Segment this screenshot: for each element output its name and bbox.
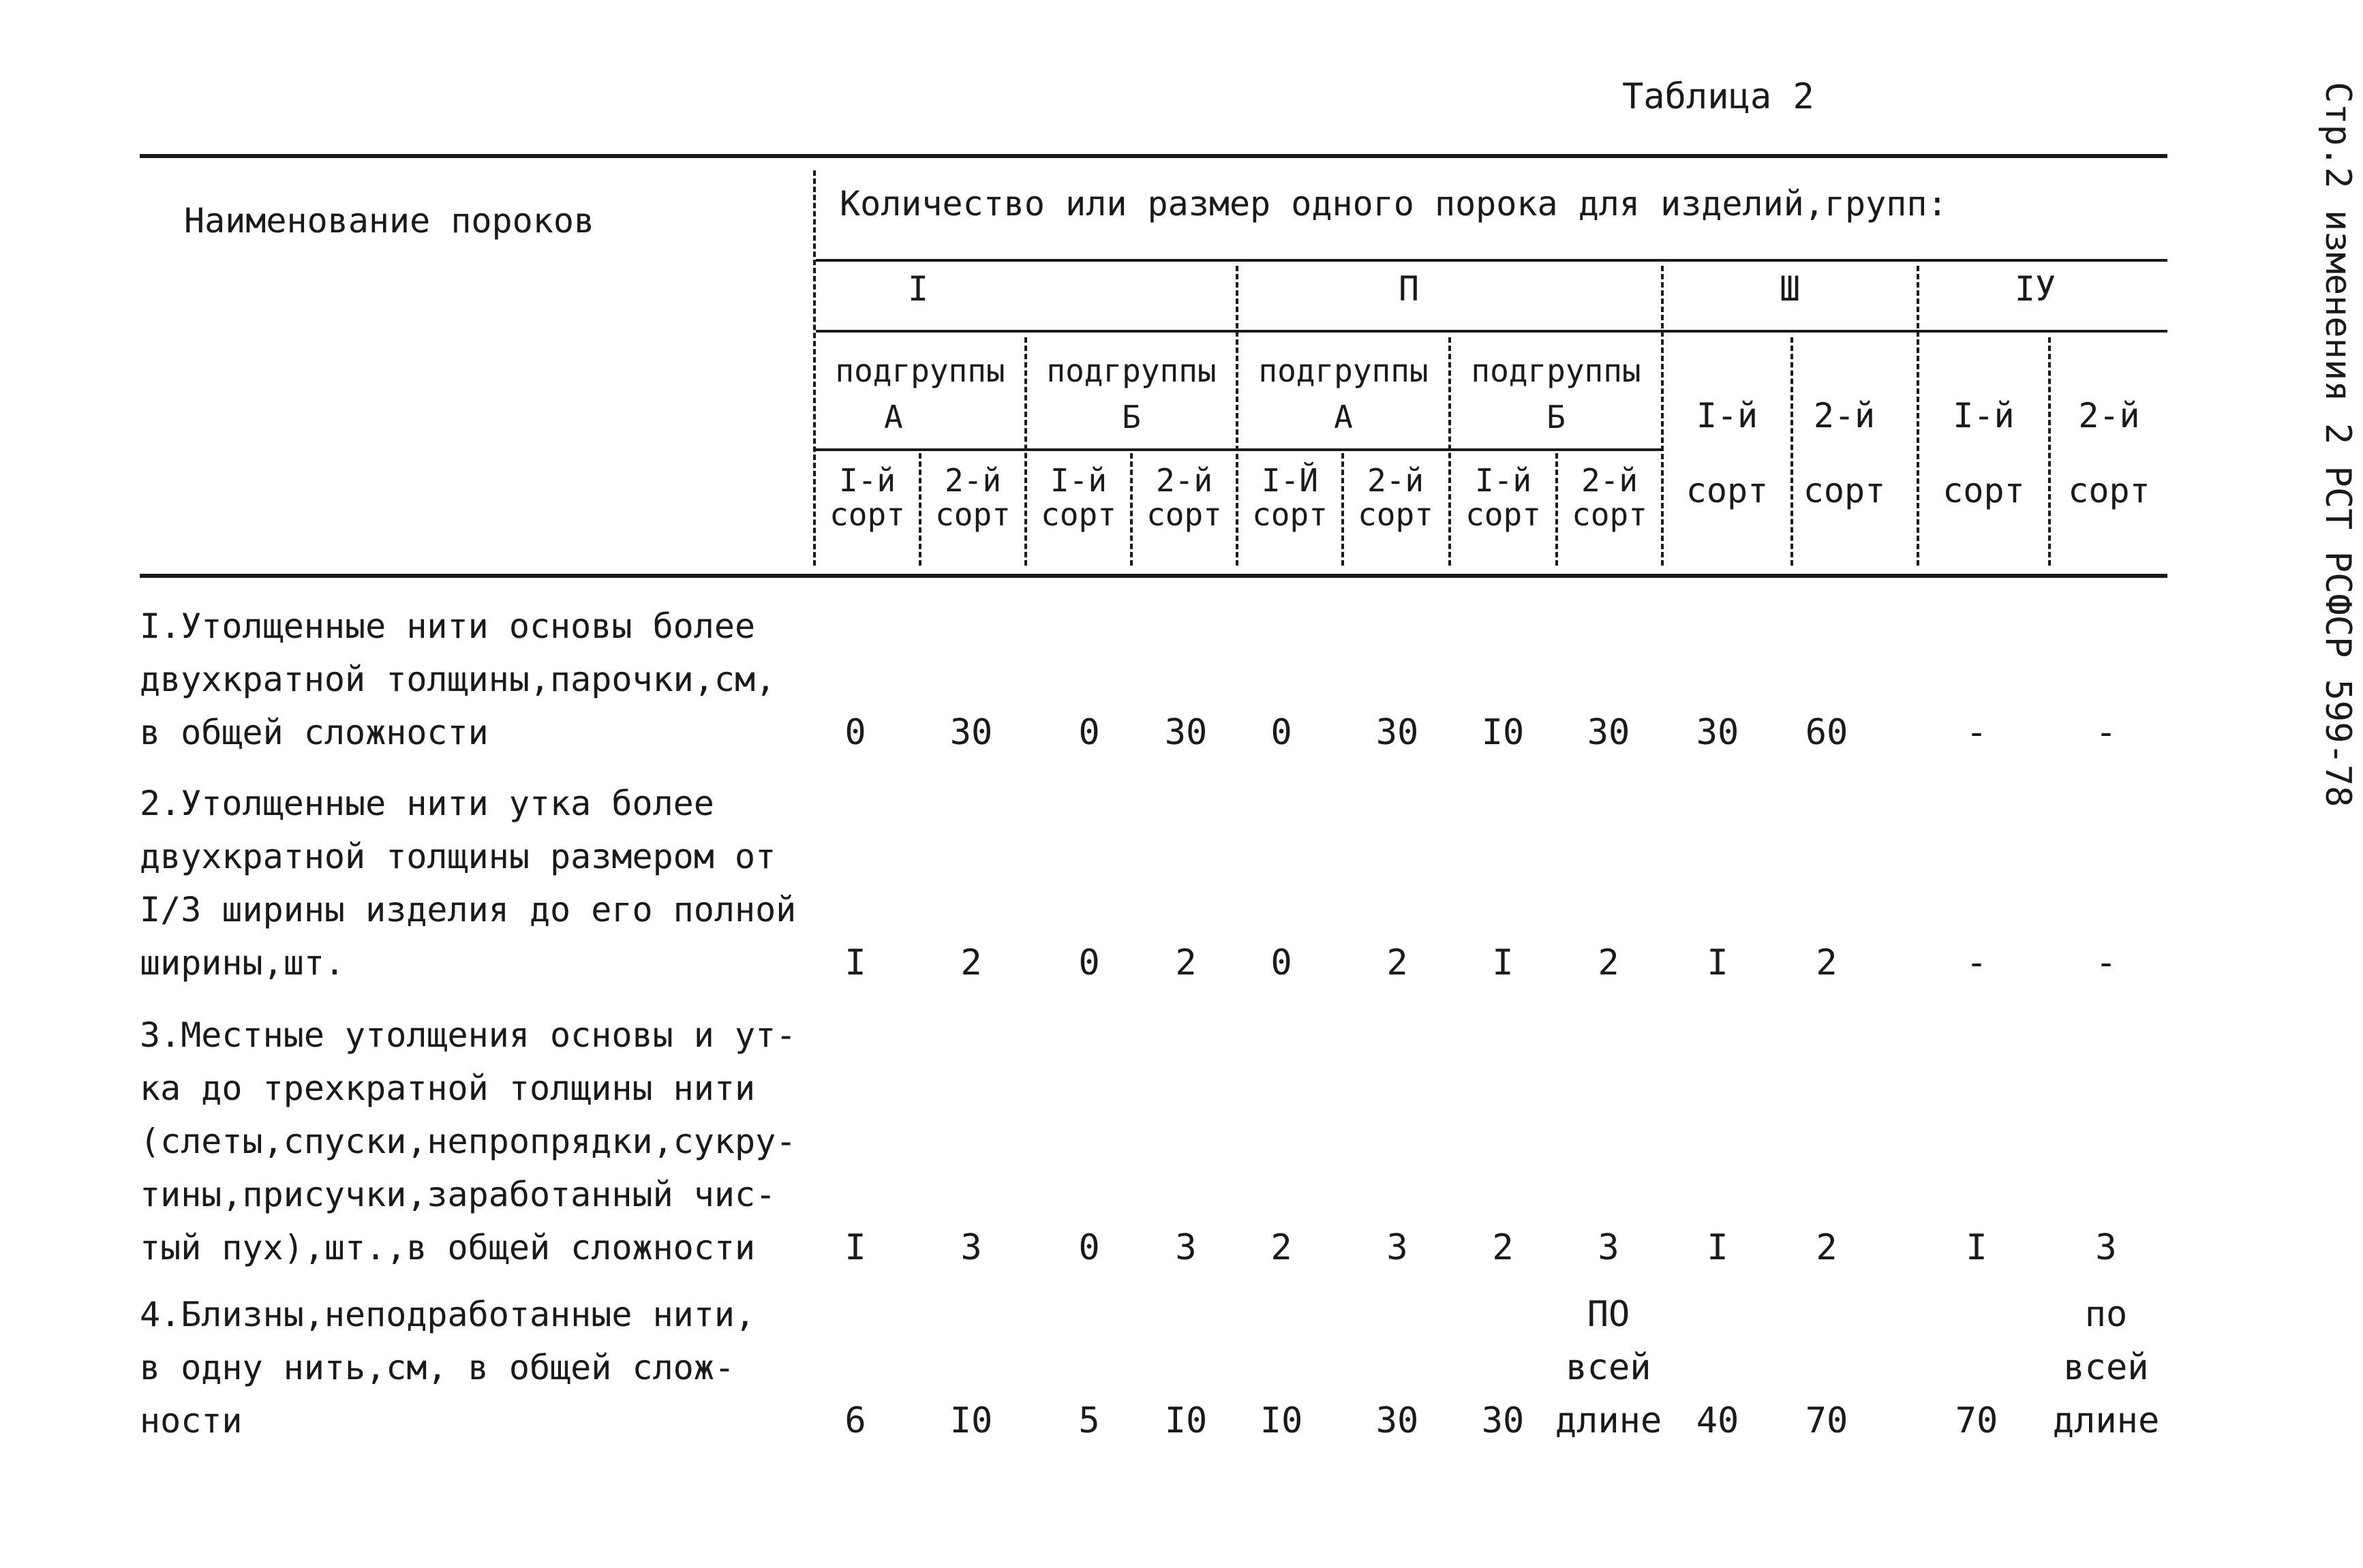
row-1-name (140, 600, 776, 759)
row-4-value-3: 5 (1078, 1400, 1100, 1441)
subgroup-1b-line1: подгруппы (1046, 352, 1217, 389)
row-4-value-12: по всей длине (2052, 1294, 2160, 1441)
header-name-col: Наименование пороков (184, 201, 595, 241)
grade-col-5-line2: сорт (1252, 496, 1328, 533)
row-3-value-7: 2 (1492, 1227, 1514, 1268)
subgroup-2b-line2: Б (1546, 399, 1566, 435)
group-label-2: П (1398, 269, 1420, 309)
row-4-value-6: 30 (1375, 1400, 1419, 1441)
row-1-name-line: I.Утолщенные нити основы более (140, 606, 756, 646)
row-4-name-line: в одну нить,см, в общей слож- (140, 1348, 735, 1387)
row-2-value-2: 2 (960, 942, 982, 983)
grade-col-10-line2: сорт (1803, 471, 1886, 510)
row-2-value-4: 2 (1175, 942, 1197, 983)
row-4-name-line: 4.Близны,неподработанные нити, (140, 1295, 756, 1334)
grade-col-4-line2: сорт (1146, 496, 1222, 533)
grade-col-4-line1: 2-й (1155, 462, 1213, 499)
row-3-name-line: ка до трехкратной толщины нити (140, 1069, 756, 1108)
grade-col-10 (1793, 395, 1895, 511)
row-3-value-9: I (1707, 1227, 1728, 1268)
subgroup-2a-line2: А (1334, 399, 1353, 435)
row-4-value-8: ПО всей длине (1555, 1294, 1662, 1441)
row-3-name-line: (слеты,спуски,непропрядки,сукру- (140, 1122, 797, 1161)
page-side-note: Стр.2 изменения 2 РСТ РСФСР 599-78 (2317, 82, 2358, 808)
row-4-value-9: 40 (1696, 1400, 1739, 1441)
row-4-name-line: ности (140, 1401, 243, 1441)
row-3-value-3: 0 (1078, 1227, 1100, 1268)
group-label-3: Ш (1779, 269, 1801, 309)
row-1-name-line: в общей сложности (140, 713, 489, 752)
grade-col-9-line2: сорт (1686, 471, 1769, 510)
subgroup-2a (1238, 348, 1448, 440)
row-1-value-11: - (1966, 712, 1987, 753)
grade-col-3-line2: сорт (1041, 496, 1116, 533)
row-3-value-12: 3 (2095, 1227, 2117, 1268)
subgroup-1a-line2: А (884, 399, 903, 435)
grade-col-12-line1: 2-й (2078, 396, 2140, 435)
subgroup-1b (1027, 348, 1236, 440)
grade-col-6-line1: 2-й (1367, 462, 1424, 499)
subgroup-2b (1451, 348, 1661, 440)
row-4-value-11: 70 (1955, 1400, 1998, 1441)
row-2-name-line: двухкратной толщины размером от (140, 837, 776, 876)
row-3-value-2: 3 (960, 1227, 982, 1268)
grade-col-9-line1: I-й (1696, 396, 1758, 435)
grade-col-7 (1451, 463, 1555, 532)
grade-col-3-line1: I-й (1050, 462, 1108, 499)
row-1-value-2: 30 (949, 712, 993, 753)
table-caption: Таблица 2 (1622, 76, 1814, 117)
row-2-value-8: 2 (1598, 942, 1619, 983)
grade-col-10-line1: 2-й (1813, 396, 1876, 435)
row-4-value-4: I0 (1164, 1400, 1208, 1441)
row-1-value-3: 0 (1078, 712, 1100, 753)
grade-col-9 (1664, 395, 1790, 511)
row-2-value-6: 2 (1386, 942, 1408, 983)
row-3-value-1: I (844, 1227, 866, 1268)
row-2-value-3: 0 (1078, 942, 1100, 983)
grade-col-1 (816, 463, 919, 532)
header-span-title: Количество или размер одного порока для изделий,групп: (840, 184, 1948, 224)
row-3-name-line: 3.Местные утолщения основы и ут- (140, 1015, 797, 1055)
row-1-value-9: 30 (1696, 712, 1739, 753)
row-2-name-line: 2.Утолщенные нити утка более (140, 784, 714, 823)
row-1-value-7: I0 (1481, 712, 1525, 753)
subgroup-2b-line1: подгруппы (1471, 352, 1641, 389)
grade-col-12-line2: сорт (2068, 471, 2150, 510)
grade-col-7-line1: I-й (1474, 462, 1532, 499)
grade-col-7-line2: сорт (1465, 496, 1541, 533)
grade-col-1-line2: сорт (829, 496, 905, 533)
subgroup-1b-line2: Б (1122, 399, 1141, 435)
header-rule-3 (816, 448, 1661, 451)
row-3-value-5: 2 (1270, 1227, 1292, 1268)
row-2-value-7: I (1492, 942, 1514, 983)
row-1-value-5: 0 (1270, 712, 1292, 753)
row-4-value-7: 30 (1481, 1400, 1525, 1441)
row-2-value-11: - (1966, 942, 1987, 983)
row-1-value-12: - (2095, 712, 2117, 753)
row-2-name-line: I/3 ширины изделия до его полной (140, 890, 797, 929)
top-rule (140, 154, 2167, 158)
row-3-name (140, 1009, 796, 1274)
row-2-value-12: - (2095, 942, 2117, 983)
row-4-value-1: 6 (844, 1400, 866, 1441)
grade-col-6-line2: сорт (1358, 496, 1433, 533)
row-1-value-6: 30 (1375, 712, 1419, 753)
grade-col-11 (1919, 395, 2048, 511)
row-3-value-4: 3 (1175, 1227, 1197, 1268)
row-3-value-10: 2 (1816, 1227, 1838, 1268)
grade-col-5-line1: I-Й (1261, 462, 1319, 499)
grade-col-8-line2: сорт (1572, 496, 1647, 533)
grade-col-8-line1: 2-й (1581, 462, 1638, 499)
row-2-value-1: I (844, 942, 866, 983)
row-4-value-10: 70 (1805, 1400, 1848, 1441)
header-rule-2 (816, 330, 2167, 333)
subgroup-2a-line1: подгруппы (1258, 352, 1429, 389)
grade-col-4 (1133, 463, 1236, 532)
row-4-value-2: I0 (949, 1400, 993, 1441)
row-4-value-5: I0 (1260, 1400, 1303, 1441)
row-3-value-6: 3 (1386, 1227, 1408, 1268)
grade-col-2-line2: сорт (935, 496, 1011, 533)
row-2-value-10: 2 (1816, 942, 1838, 983)
row-1-name-line: двухкратной толщины,парочки,см, (140, 660, 776, 699)
row-3-name-line: тый пух),шт.,в общей сложности (140, 1228, 756, 1267)
row-2-name (140, 777, 796, 989)
group-label-4: IУ (2014, 269, 2056, 309)
subgroup-1a (816, 348, 1024, 440)
group-label-1: I (907, 269, 929, 309)
row-1-value-10: 60 (1805, 712, 1848, 753)
grade-col-2-line1: 2-й (944, 462, 1002, 499)
grade-col-2 (921, 463, 1024, 532)
row-3-value-11: I (1966, 1227, 1987, 1268)
header-rule-1 (816, 259, 2167, 262)
grade-col-5 (1238, 463, 1341, 532)
grade-col-1-line1: I-й (838, 462, 896, 499)
row-4-name (140, 1288, 755, 1447)
row-1-value-4: 30 (1164, 712, 1208, 753)
grade-col-11-line2: сорт (1942, 471, 2025, 510)
row-2-value-5: 0 (1270, 942, 1292, 983)
grade-col-12 (2051, 395, 2167, 511)
row-3-name-line: тины,присучки,заработанный чис- (140, 1175, 776, 1214)
row-1-value-1: 0 (844, 712, 866, 753)
row-2-value-9: I (1707, 942, 1728, 983)
grade-col-8 (1558, 463, 1661, 532)
row-2-name-line: ширины,шт. (140, 943, 346, 983)
header-bottom-rule (140, 574, 2167, 578)
row-3-value-8: 3 (1598, 1227, 1619, 1268)
grade-col-11-line1: I-й (1953, 396, 2015, 435)
grade-col-3 (1027, 463, 1130, 532)
row-1-value-8: 30 (1587, 712, 1630, 753)
subgroup-1a-line1: подгруппы (835, 352, 1005, 389)
grade-col-6 (1344, 463, 1447, 532)
